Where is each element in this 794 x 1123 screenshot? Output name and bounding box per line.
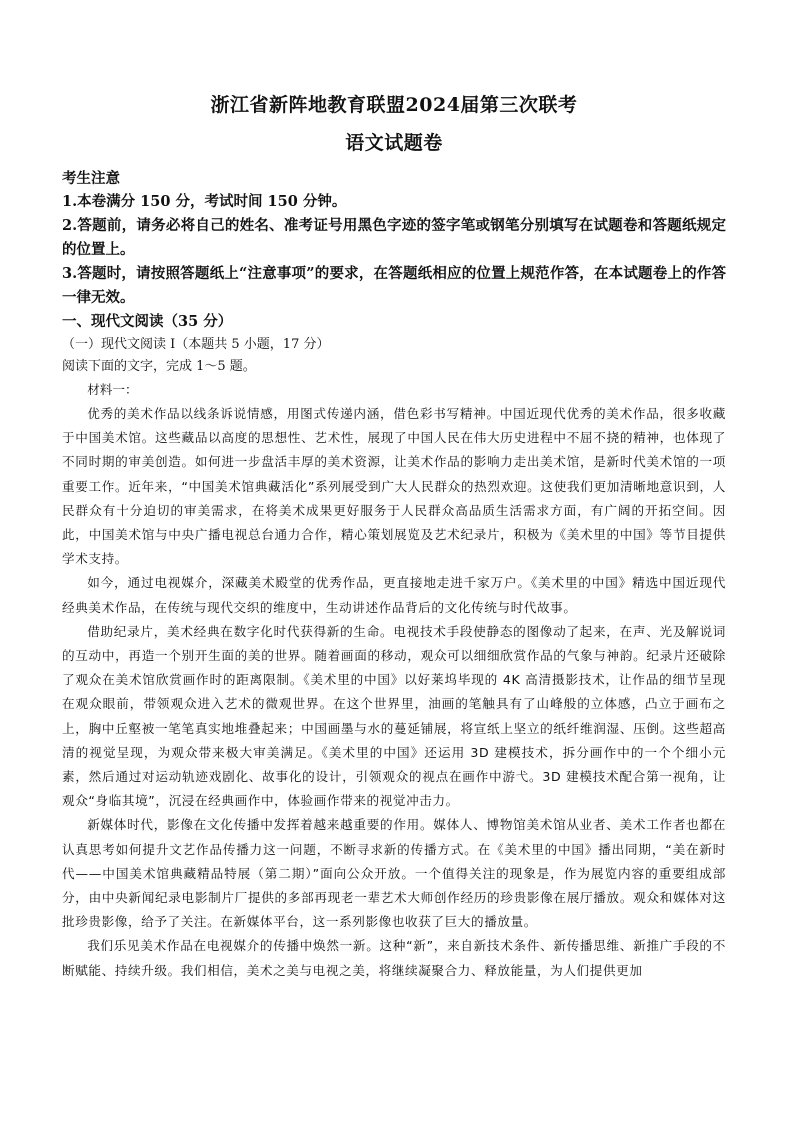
paragraph: 我们乐见美术作品在电视媒介的传播中焕然一新。这种“新”，来自新技术条件、新传播思维、新推广手段的不断赋能、持续升级。我们相信，美术之美与电视之美，将继续凝聚合力、释放能量，为人们提供更加 bbox=[62, 938, 726, 978]
reading-instruction: 阅读下面的文字，完成 1～5 题。 bbox=[62, 359, 256, 374]
notice-item-3: 3.答题时，请按照答题纸上“注意事项”的要求，在答题纸相应的位置上规范作答，在本试题卷上的作答一律无效。 bbox=[62, 265, 726, 306]
subsection-heading: （一）现代文阅读 I（本题共 5 小题，17 分） bbox=[62, 337, 330, 352]
paragraph: 如今，通过电视媒介，深藏美术殿堂的优秀作品，更直接地走进千家万户。《美术里的中国》精选中国近现代经典美术作品，在传统与现代交织的维度中，生动讲述作品背后的文化传统与时代故事。 bbox=[62, 575, 726, 615]
exam-subtitle: 语文试题卷 bbox=[345, 132, 443, 154]
notice-heading: 考生注意 bbox=[62, 170, 120, 187]
paragraph: 新媒体时代，影像在文化传播中发挥着越来越重要的作用。媒体人、博物馆美术馆从业者、美术工作者也都在认真思考如何提升文艺作品传播力这一问题，不断寻求新的传播方式。在《美术里的中国》播出同期，“美在新时代——中国美术馆典藏精品特展（第二期）”面向公众开放。一个值得关注的现象是，作为展览内容的重要组成部分，由中央新闻纪录电影制片厂提供的多部再现老一辈艺术大师创作经历的珍贵影像在展厅播放。观众和媒体对这批珍贵影像，给予了关注。在新媒体平台，这一系列影像也收获了巨大的播放量。 bbox=[62, 817, 726, 930]
paragraph: 借助纪录片，美术经典在数字化时代获得新的生命。电视技术手段使静态的图像动了起来，在声、光及解说词的互动中，再造一个别开生面的美的世界。随着画面的移动，观众可以细细欣赏作品的气象与神韵。纪录片还破除了观众在美术馆欣赏画作时的距离限制。《美术里的中国》以好莱坞毕现的 4K 高清摄影技术，让作品的细节呈现在观众眼前，带领观众进入艺术的微观世界。在这个世界里，油画的笔触具有了山峰般的立体感，凸立于画布之上，胸中丘壑被一笔笔真实地堆叠起来；中国画墨与水的蔓延铺展，将宣纸上坚立的纸纤维润湿、压倒。这些超高清的视觉呈现，为观众带来极大审美满足。《美术里的中国》还运用 3D 建模技术，拆分画作中的一个个细小元素，然后通过对运动轨迹戏剧化、故事化的设计，引领观众的视点在画作中游弋。3D 建模技术配合第一视角，让观众“身临其境”，沉浸在经典画作中，体验画作带来的视觉冲击力。 bbox=[62, 623, 726, 809]
reading-section bbox=[62, 310, 726, 983]
candidate-notice bbox=[62, 168, 726, 310]
section-heading: 一、现代文阅读（35 分） bbox=[62, 313, 233, 330]
paragraph: 优秀的美术作品以线条诉说情感，用图式传递内涵，借色彩书写精神。中国近现代优秀的美术作品，很多收藏于中国美术馆。这些藏品以高度的思想性、艺术性，展现了中国人民在伟大历史进程中不屈不挠的精神，也体现了不同时期的审美创造。如何进一步盘活丰厚的美术资源，让美术作品的影响力走出美术馆，是新时代美术馆的一项重要工作。近年来，“中国美术馆典藏活化”系列展受到广大人民群众的热烈欢迎。这使我们更加清晰地意识到，人民群众有十分迫切的审美需求，在将美术成果更好服务于人民群众高品质生活需求方面，有广阔的开拓空间。因此，中国美术馆与中央广播电视总台通力合作，精心策划展览及艺术纪录片，积极为《美术里的中国》等节目提供学术支持。 bbox=[62, 406, 726, 567]
material-label: 材料一： bbox=[87, 382, 138, 397]
exam-title: 浙江省新阵地教育联盟2024届第三次联考 bbox=[210, 94, 578, 116]
notice-item-1: 1.本卷满分 150 分，考试时间 150 分钟。 bbox=[62, 193, 347, 210]
notice-item-2: 2.答题前，请务必将自己的姓名、准考证号用黑色字迹的签字笔或钢笔分别填写在试题卷和答题纸规定的位置上。 bbox=[62, 217, 726, 258]
